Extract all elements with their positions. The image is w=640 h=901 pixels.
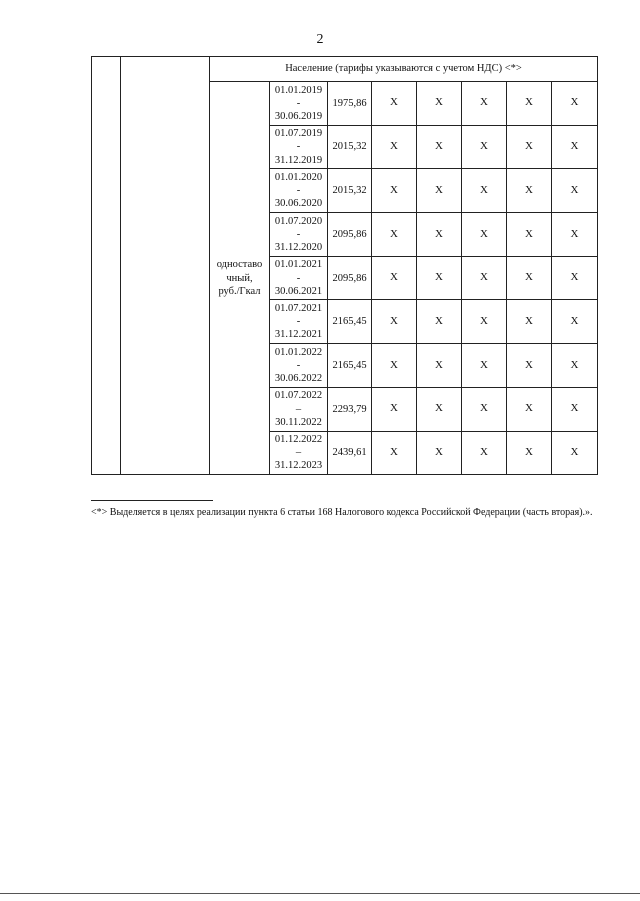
period-end: 31.12.2020 [274,241,323,253]
period-cell [270,300,328,344]
period-start: 01.07.2021 [274,303,323,315]
tariff-value: 2293,79 [328,387,372,431]
x-mark-cell: X [417,256,462,300]
page-number: 2 [316,32,324,47]
x-mark-cell: X [507,431,552,475]
period-start: 01.07.2022 [274,390,323,402]
x-mark-cell: X [417,431,462,475]
x-mark-cell: X [417,125,462,169]
x-mark-cell: X [462,213,507,257]
period-start: 01.07.2020 [274,215,323,227]
unit-cell [210,82,270,475]
page-bottom-rule [0,893,640,894]
x-mark-cell: X [462,344,507,388]
period-start: 01.07.2019 [274,128,323,140]
x-mark-cell: X [507,213,552,257]
x-mark-cell: X [372,300,417,344]
x-mark-cell: X [552,213,598,257]
x-mark-cell: X [507,169,552,213]
period-cell [270,125,328,169]
period-sep: - [296,185,301,197]
x-mark-cell: X [417,300,462,344]
period-cell [270,387,328,431]
tariff-value: 2439,61 [328,431,372,475]
period-end: 30.06.2019 [274,110,323,122]
empty-col-2 [121,57,210,475]
tariff-value: 2165,45 [328,344,372,388]
tariff-table [91,56,598,475]
period-start: 01.01.2019 [274,84,323,96]
x-mark-cell: X [372,344,417,388]
period-sep: - [296,359,301,371]
x-mark-cell: X [552,256,598,300]
tariff-value: 2165,45 [328,300,372,344]
period-sep: – [295,403,302,415]
x-mark-cell: X [462,82,507,126]
x-mark-cell: X [372,125,417,169]
period-start: 01.01.2020 [274,172,323,184]
period-start: 01.12.2022 [274,434,323,446]
x-mark-cell: X [417,82,462,126]
period-end: 31.12.2021 [274,329,323,341]
period-start: 01.01.2021 [274,259,323,271]
x-mark-cell: X [417,344,462,388]
tariff-value: 2095,86 [328,213,372,257]
period-cell [270,213,328,257]
unit-label-line: одноставо [216,259,263,271]
unit-label-line: чный, [226,272,253,284]
footnote-rule [91,500,213,501]
x-mark-cell: X [462,125,507,169]
x-mark-cell: X [372,256,417,300]
x-mark-cell: X [462,169,507,213]
x-mark-cell: X [552,169,598,213]
tariff-value: 2015,32 [328,169,372,213]
x-mark-cell: X [552,387,598,431]
tariff-value: 2015,32 [328,125,372,169]
x-mark-cell: X [552,431,598,475]
x-mark-cell: X [372,387,417,431]
period-sep: - [296,97,301,109]
x-mark-cell: X [372,213,417,257]
x-mark-cell: X [552,344,598,388]
period-cell [270,431,328,475]
period-sep: - [296,228,301,240]
period-end: 30.06.2021 [274,285,323,297]
period-sep: - [296,272,301,284]
x-mark-cell: X [372,169,417,213]
period-sep: - [296,141,301,153]
x-mark-cell: X [552,300,598,344]
period-start: 01.01.2022 [274,346,323,358]
x-mark-cell: X [417,387,462,431]
header-row [92,57,598,82]
empty-col-1 [92,57,121,475]
period-end: 30.06.2020 [274,198,323,210]
period-sep: – [295,447,302,459]
period-end: 30.06.2022 [274,373,323,385]
x-mark-cell: X [372,82,417,126]
period-sep: - [296,316,301,328]
x-mark-cell: X [507,344,552,388]
tariff-value: 2095,86 [328,256,372,300]
footnote: <*> Выделяется в целях реализации пункта 6 статьи 168 Налогового кодекса Российской Федерации (часть вторая).». [91,507,593,518]
x-mark-cell: X [552,125,598,169]
x-mark-cell: X [372,431,417,475]
x-mark-cell: X [462,256,507,300]
period-end: 31.12.2023 [274,460,323,472]
x-mark-cell: X [462,387,507,431]
period-cell [270,169,328,213]
population-header: Население (тарифы указываются с учетом НДС) <*> [210,57,598,82]
x-mark-cell: X [507,125,552,169]
tariff-value: 1975,86 [328,82,372,126]
x-mark-cell: X [462,300,507,344]
period-end: 30.11.2022 [275,416,322,428]
x-mark-cell: X [552,82,598,126]
x-mark-cell: X [507,82,552,126]
unit-label-line: руб./Гкал [218,285,261,297]
x-mark-cell: X [507,387,552,431]
x-mark-cell: X [462,431,507,475]
period-cell [270,82,328,126]
period-end: 31.12.2019 [274,154,323,166]
x-mark-cell: X [417,213,462,257]
period-cell [270,256,328,300]
x-mark-cell: X [417,169,462,213]
x-mark-cell: X [507,256,552,300]
x-mark-cell: X [507,300,552,344]
period-cell [270,344,328,388]
